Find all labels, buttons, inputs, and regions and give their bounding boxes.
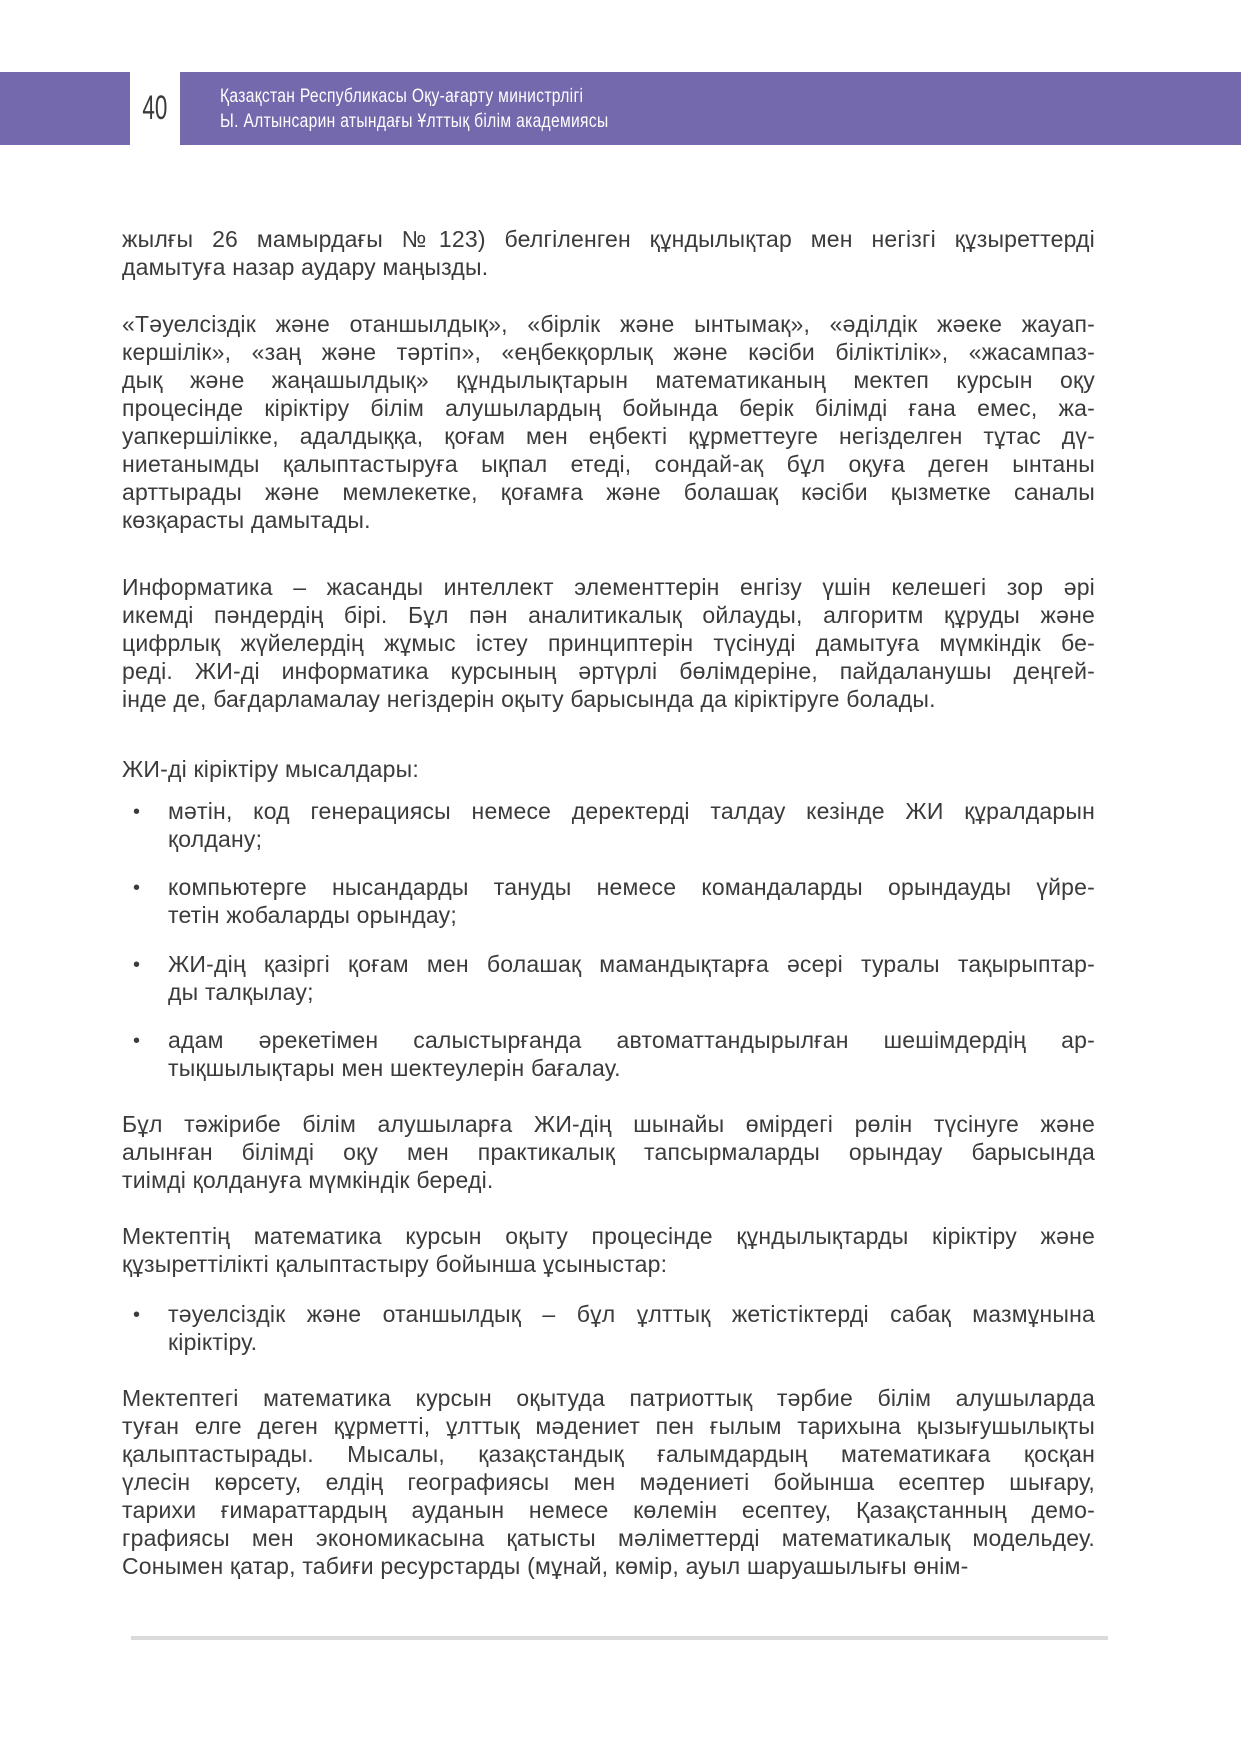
text-line: «Тәуелсіздік және отаншылдық», «бірлік және ынтымақ», «әділдік жәеке жауап-: [122, 311, 1095, 337]
text-line: процесінде кіріктіру білім алушылардың бойында берік білімді ғана емес, жа-: [122, 395, 1095, 421]
text-line: компьютерге нысандарды тануды немесе командаларды орындауды үйре-: [168, 874, 1095, 900]
bullet-item: [122, 950, 1095, 1006]
text-line: мәтін, код генерациясы немесе деректерді талдау кезінде ЖИ құралдарын: [168, 798, 1095, 824]
header-ministry-line: Қазақстан Республикасы Оқу-ағарту министрлігі: [220, 84, 584, 107]
paragraph: [122, 1222, 1095, 1278]
bullet-marker-icon: •: [133, 1030, 141, 1052]
text-line: тетін жобаларды орындау;: [168, 902, 457, 928]
text-line: қолдану;: [168, 826, 263, 852]
text-line: уапкершілікке, адалдыққа, қоғам мен еңбекті құрметтеуге негізделген тұтас дү-: [122, 423, 1095, 449]
text-line: ды талқылау;: [168, 979, 314, 1005]
bullet-marker-icon: •: [133, 801, 141, 823]
text-line: реді. ЖИ-ді информатика курсының әртүрлі бөлімдеріне, пайдаланушы деңгей-: [122, 658, 1095, 684]
text-line: Мектептегі математика курсын оқытуда патриоттық тәрбие білім алушыларда: [122, 1385, 1095, 1411]
bullet-text: [168, 950, 1095, 1006]
bullet-item: [122, 1026, 1095, 1082]
text-line: құзыреттілікті қалыптастыру бойынша ұсыныстар:: [122, 1251, 668, 1277]
text-line: дамытуға назар аудару маңызды.: [122, 254, 489, 280]
bullet-marker-icon: •: [133, 1304, 141, 1326]
header-left-band: [0, 72, 130, 145]
text-line: Информатика – жасанды интеллект элементтерін енгізу үшін келешегі зор әрі: [122, 574, 1095, 600]
footer-divider: [131, 1636, 1108, 1640]
paragraph: [122, 225, 1095, 281]
text-line: адам әрекетімен салыстырғанда автоматтандырылған шешімдердің ар-: [168, 1027, 1095, 1053]
text-line: көзқарасты дамытады.: [122, 507, 371, 533]
bullet-marker-icon: •: [133, 954, 141, 976]
text-line: арттырады және мемлекетке, қоғамға және болашақ кәсіби қызметке саналы: [122, 479, 1095, 505]
bullet-item: [122, 1300, 1095, 1356]
header-academy-line: Ы. Алтынсарин атындағы Ұлттық білім академиясы: [220, 109, 609, 132]
text-line: тарихи ғимараттардың ауданын немесе көлемін есептеу, Қазақстанның демо-: [122, 1497, 1095, 1523]
paragraph: [122, 1110, 1095, 1194]
text-line: дық және жаңашылдық» құндылықтарын математиканың мектеп курсын оқу: [122, 367, 1095, 393]
text-line: ЖИ-дің қазіргі қоғам мен болашақ мамандықтарға әсері туралы тақырыптар-: [168, 951, 1095, 977]
text-line: икемді пәндердің бірі. Бұл пән аналитикалық ойлауды, алгоритм құруды және: [122, 602, 1095, 628]
text-line: тәуелсіздік және отаншылдық – бұл ұлттық жетістіктерді сабақ мазмұнына: [168, 1301, 1095, 1327]
text-line: кіріктіру.: [168, 1329, 258, 1355]
paragraph: [122, 310, 1095, 534]
text-line: Бұл тәжірибе білім алушыларға ЖИ-дің шынайы өмірдегі рөлін түсінуге және: [122, 1111, 1095, 1137]
bullet-text: [168, 873, 1095, 929]
text-line: алынған білімді оқу мен практикалық тапсырмаларды орындау барысында: [122, 1139, 1095, 1165]
text-line: туған елге деген құрметті, ұлттық мәдениет пен ғылым тарихына қызығушылықты: [122, 1413, 1095, 1439]
text-line: ниетанымды қалыптастыруға ықпал етеді, сондай-ақ бұл оқуға деген ынтаны: [122, 451, 1095, 477]
text-line: графиясы мен экономикасына қатысты мәліметтерді математикалық модельдеу.: [122, 1525, 1095, 1551]
paragraph: [122, 1384, 1095, 1580]
text-line: тиімді қолдануға мүмкіндік береді.: [122, 1167, 494, 1193]
page-number: 40: [142, 89, 168, 127]
text-line: қалыптастырады. Мысалы, қазақстандық ғалымдардың математикаға қосқан: [122, 1441, 1095, 1467]
bullet-marker-icon: •: [133, 877, 141, 899]
bullet-item: [122, 873, 1095, 929]
text-line: цифрлық жүйелердің жұмыс істеу принциптерін түсінуді дамытуға мүмкіндік бе-: [122, 630, 1095, 656]
bullet-text: [168, 1300, 1095, 1356]
bullet-text: [168, 1026, 1095, 1082]
text-line: ЖИ-ді кіріктіру мысалдары:: [122, 756, 419, 782]
text-line: кершілік», «заң және тәртіп», «еңбекқорлық және кәсіби біліктілік», «жасампаз-: [122, 339, 1095, 365]
bullet-text: [168, 797, 1095, 853]
text-line: інде де, бағдарламалау негіздерін оқыту барысында да кіріктіруге болады.: [122, 686, 936, 712]
paragraph: [122, 573, 1095, 713]
text-line: үлесін көрсету, елдің географиясы мен мәдениеті бойынша есептер шығару,: [122, 1469, 1095, 1495]
text-line: жылғы 26 мамырдағы №123) белгіленген құндылықтар мен негізгі құзыреттерді: [122, 226, 1095, 252]
document-body: [122, 0, 1095, 1754]
paragraph: [122, 755, 1095, 783]
bullet-item: [122, 797, 1095, 853]
text-line: Мектептің математика курсын оқыту процесінде құндылықтарды кіріктіру және: [122, 1223, 1095, 1249]
text-line: Сонымен қатар, табиғи ресурстарды (мұнай, көмір, ауыл шаруашылығы өнім-: [122, 1553, 969, 1579]
text-line: тықшылықтары мен шектеулерін бағалау.: [168, 1055, 621, 1081]
